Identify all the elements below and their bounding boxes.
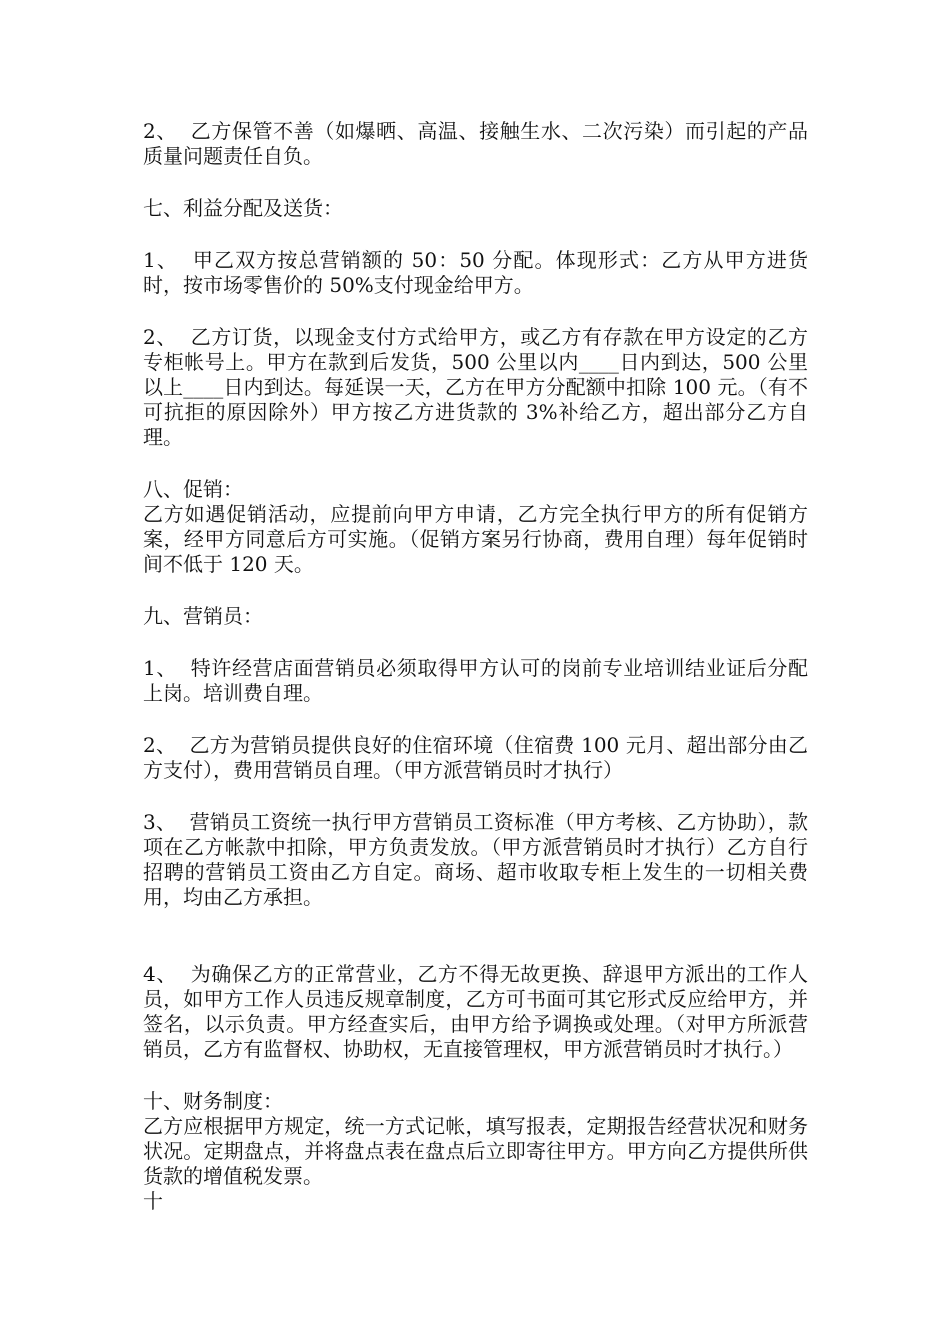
section-8-body: 乙方如遇促销活动，应提前向甲方申请，乙方完全执行甲方的所有促销方案，经甲方同意后方可实施。（促销方案另行协商，费用自理）每年促销时间不低于 120 天。 xyxy=(143,502,808,576)
clause-7-1: 1、 甲乙双方按总营销额的 50：50 分配。体现形式：乙方从甲方进货时，按市场零售价的 50%支付现金给甲方。 xyxy=(143,248,808,297)
section-9-heading: 九、营销员： xyxy=(143,604,263,628)
trailing-text: 十 xyxy=(143,1189,163,1213)
section-10-heading: 十、财务制度： xyxy=(143,1089,283,1113)
document-page xyxy=(143,119,808,1214)
clause-9-4: 4、 为确保乙方的正常营业，乙方不得无故更换、辞退甲方派出的工作人员，如甲方工作人员违反规章制度，乙方可书面可其它形式反应给甲方，并签名，以示负责。甲方经查实后，由甲方给予调换或处理。（对甲方所派营销员，乙方有监督权、协助权，无直接管理权，甲方派营销员时才执行。） xyxy=(143,962,808,1061)
clause-9-1: 1、 特许经营店面营销员必须取得甲方认可的岗前专业培训结业证后分配上岗。培训费自理。 xyxy=(143,656,808,705)
clause-7-2: 2、 乙方订货，以现金支付方式给甲方，或乙方有存款在甲方设定的乙方专柜帐号上。甲方在款到后发货，500 公里以内____日内到达，500 公里以上____日内到达。每延误一天，乙方在甲方分配额中扣除 100 元。（有不可抗拒的原因除外）甲方按乙方进货款的 3%补给乙方，超出部分乙方自理。 xyxy=(143,325,808,449)
clause-9-2: 2、 乙方为营销员提供良好的住宿环境（住宿费 100 元月、超出部分由乙方支付），费用营销员自理。（甲方派营销员时才执行） xyxy=(143,733,808,782)
clause-6-2: 2、 乙方保管不善（如爆晒、高温、接触生水、二次污染）而引起的产品质量问题责任自负。 xyxy=(143,119,808,168)
clause-9-3: 3、 营销员工资统一执行甲方营销员工资标准（甲方考核、乙方协助），款项在乙方帐款中扣除，甲方负责发放。（甲方派营销员时才执行）乙方自行招聘的营销员工资由乙方自定。商场、超市收取专柜上发生的一切相关费用，均由乙方承担。 xyxy=(143,810,808,909)
section-7-heading: 七、利益分配及送货： xyxy=(143,196,343,220)
section-10-body: 乙方应根据甲方规定，统一方式记帐，填写报表，定期报告经营状况和财务状况。定期盘点，并将盘点表在盘点后立即寄往甲方。甲方向乙方提供所供货款的增值税发票。 xyxy=(143,1114,808,1188)
section-8-heading: 八、促销： xyxy=(143,477,243,501)
